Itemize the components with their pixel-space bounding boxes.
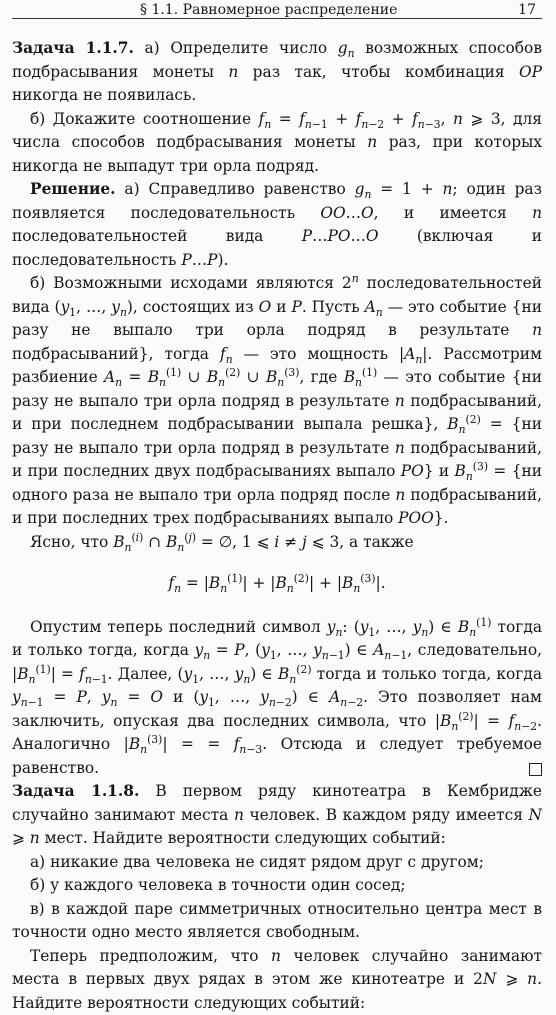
- page-body: [12, 37, 542, 1015]
- problem-1-1-8-intro: Задача 1.1.8. В первом ряду кинотеатра в Кембридже случайно занимают места n человек. В каждом ряду имеется N ⩾ n мест. Найдите вероятности следующих событий:: [12, 780, 542, 851]
- solution-part-d: Опустим теперь последний символ $y_n$: ($y_1$, …, $y_n$) ∈ $B_n^{(1)}$ тогда и только тогда, когда $y_n = P$, ($y_1$, …, $y_{n-1}$) ∈ $A_{n-1}$, следовательно, $|B_n^{(1)}| = f_{n-1}$. Далее, ($y_1$, …, $y_n$) ∈ $B_n^{(2)}$ тогда и только тогда, когда $y_{n-1} = P$, $y_n = O$ и ($y_1$, …, $y_{n-2}$) ∈ $A_{n-2}$. Это позволяет нам заключить, опуская два последних символа, что $|B_n^{(2)}| = f_{n-2}$. Аналогично $|B_n^{(3)}|$ = = $f_{n-3}$. Отсюда и следует требуемое равенство.: [12, 616, 542, 781]
- solution-part-a: Решение. а) Справедливо равенство $g_n = 1 + n$; один раз появляется последовательность ОО…О, и имеется n последовательностей вида Р…РО…О (включая и последовательность Р…Р).: [12, 178, 542, 272]
- running-header: [12, 0, 542, 19]
- problem-label: Задача 1.1.8.: [12, 782, 139, 800]
- page-number: 17: [518, 2, 536, 18]
- qed-square-icon: [529, 763, 542, 776]
- solution-label: Решение.: [30, 180, 116, 198]
- problem-1-1-7-part-a: Задача 1.1.7. а) Определите число $g_n$ возможных способов подбрасывания монеты n раз так, чтобы комбинация ОР никогда не появилась.: [12, 37, 542, 108]
- problem-1-1-8-item-c: в) в каждой паре симметричных относительно центра мест в точности одно место является свободным.: [12, 898, 542, 945]
- problem-1-1-8-continuation: Теперь предположим, что n человек случайно занимают места в первых двух рядах в этом же кинотеатре и 2N ⩾ n. Найдите вероятности следующих событий:: [12, 945, 542, 1015]
- section-title: § 1.1. Равномерное распределение: [140, 2, 397, 18]
- problem-1-1-7-part-b: б) Докажите соотношение $f_n = f_{n-1} + f_{n-2} + f_{n-3}$, n ⩾ 3, для числа способов подбрасывания монеты n раз, при которых никогда не выпадут три орла подряд.: [12, 108, 542, 179]
- solution-part-c: Ясно, что $B_n^{(i)}$ ∩ $B_n^{(j)}$ = ∅, 1 ⩽ i ≠ j ⩽ 3, а также: [12, 531, 542, 555]
- solution-part-b: б) Возможными исходами являются 2$^n$ последовательностей вида ($y_1$, …, $y_n$), состоящих из О и Р. Пусть $A_n$ — это событие {ни разу не выпало три орла подряд в результате n подбрасываний}, тогда $f_n$ — это мощность $|A_n|$. Рассмотрим разбиение $A_n = B_n^{(1)}$ ∪ $B_n^{(2)}$ ∪ $B_n^{(3)}$, где $B_n^{(1)}$ — это событие {ни разу не выпало три орла подряд в результате n подбрасываний, и при последнем подбрасывании выпала решка}, $B_n^{(2)} = \{ни$ разу не выпало три орла подряд в результате n подбрасываний, и при последних двух подбрасываниях выпало РО} и $B_n^{(3)} = \{ни$ одного раза не выпало три орла подряд после n подбрасываний, и при последних трех подбрасываниях выпало РОО}.: [12, 272, 542, 531]
- problem-1-1-8-item-b: б) у каждого человека в точности один сосед;: [12, 874, 542, 898]
- problem-1-1-8-item-a: а) никакие два человека не сидят рядом друг с другом;: [12, 851, 542, 875]
- problem-label: Задача 1.1.7.: [12, 39, 134, 57]
- display-formula: $f_n = |B_n^{(1)}| + |B_n^{(2)}| + |B_n^{(3)}|$.: [12, 572, 542, 596]
